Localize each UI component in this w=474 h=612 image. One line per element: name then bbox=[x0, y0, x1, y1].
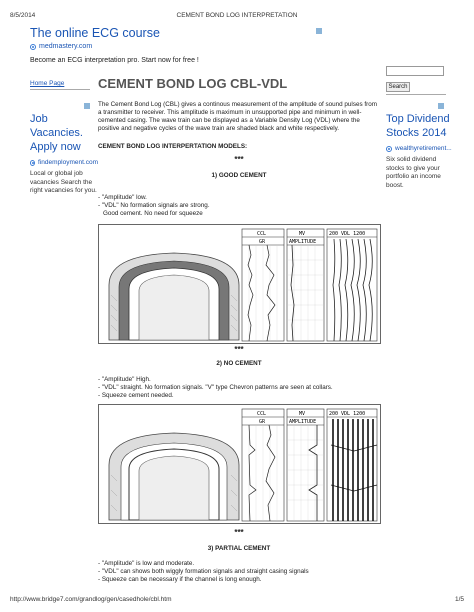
left-side-ad[interactable] bbox=[30, 112, 98, 196]
ccl-label: CCL bbox=[257, 231, 267, 237]
home-page-link[interactable]: Home Page bbox=[30, 80, 65, 87]
top-ad-title[interactable]: The online ECG course bbox=[30, 26, 160, 40]
section-separator: *** bbox=[234, 345, 244, 354]
bullet: Good cement. No need for squeeze bbox=[103, 210, 203, 217]
top-ad-banner[interactable] bbox=[30, 22, 326, 68]
wellbore-schematic bbox=[109, 433, 239, 520]
section-separator: *** bbox=[234, 528, 244, 537]
print-page-title: CEMENT BOND LOG INTERPRETATION bbox=[176, 12, 298, 19]
bullet: - "VDL" straight. No formation signals. "V" type Chevron patterns are seen at collars. bbox=[98, 384, 333, 391]
section-bullets-no-cement bbox=[98, 376, 380, 400]
right-side-ad[interactable] bbox=[386, 112, 454, 190]
left-ad-title[interactable]: Job Vacancies. Apply now bbox=[30, 113, 83, 153]
wellbore-schematic bbox=[109, 253, 239, 340]
section-title-partial-cement: 3) PARTIAL CEMENT bbox=[207, 545, 271, 552]
print-header bbox=[0, 0, 474, 22]
print-date: 8/5/2014 bbox=[10, 12, 36, 19]
gr-label: GR bbox=[259, 239, 266, 245]
search-input[interactable] bbox=[386, 66, 444, 76]
print-url: http://www.bridge7.com/grandlog/gen/casedhole/cbl.htm bbox=[10, 596, 172, 603]
section-title-good-cement: 1) GOOD CEMENT bbox=[211, 172, 267, 179]
vdl-label: 200 VDL 1200 bbox=[329, 231, 366, 237]
divider bbox=[30, 89, 90, 90]
divider bbox=[386, 94, 446, 95]
log-figure-no-cement bbox=[98, 404, 381, 524]
top-ad-description: Become an ECG interpretation pro. Start now for free ! bbox=[30, 57, 199, 64]
article-intro: The Cement Bond Log (CBL) gives a continous measurement of the amplitude of sound pulses from a transmitter to receiver. This amplitude is maximum in unsupported pipe and minimum in well-cemented casing. The wave train can be displayed as a Variable Density Log (VDL) where the positive and negative cycles of the wave train are shaded black and white respectively. bbox=[98, 101, 377, 132]
left-ad-description: Local or global job vacancies Search the right vacancies for you. bbox=[30, 170, 97, 194]
mv-label: MV bbox=[299, 411, 306, 417]
ad-link-icon bbox=[30, 44, 36, 50]
right-ad-title[interactable]: Top Dividend Stocks 2014 bbox=[386, 113, 450, 139]
bullet: - "Amplitude" low. bbox=[98, 194, 147, 201]
section-bullets-partial-cement bbox=[98, 560, 380, 584]
adchoices-icon[interactable] bbox=[438, 103, 444, 109]
section-bullets-good-cement bbox=[98, 194, 380, 218]
top-ad-domain-text[interactable]: medmastery.com bbox=[39, 43, 93, 50]
ad-link-icon bbox=[386, 146, 392, 152]
models-heading: CEMENT BOND LOG INTERPERTATION MODELS: bbox=[98, 143, 248, 150]
right-ad-description: Six solid dividend stocks to give your portfolio an income boost. bbox=[386, 156, 441, 189]
section-title-no-cement: 2) NO CEMENT bbox=[216, 360, 262, 367]
gr-label: GR bbox=[259, 419, 266, 425]
log-figure-no-cement-drawing bbox=[99, 405, 380, 523]
right-ad-domain[interactable] bbox=[386, 145, 454, 152]
left-ad-domain-text[interactable]: findemployment.com bbox=[38, 159, 98, 166]
article-title: CEMENT BOND LOG CBL-VDL bbox=[98, 76, 288, 91]
bullet: - "VDL" can shows both wiggly formation signals and straight casing signals bbox=[98, 568, 309, 575]
top-ad-domain[interactable] bbox=[30, 43, 92, 50]
section-separator: *** bbox=[234, 155, 244, 164]
bullet: - Squeeze can be necessary if the channel is long enough. bbox=[98, 576, 262, 583]
bullet: - "VDL" No formation signals are strong. bbox=[98, 202, 210, 209]
right-ad-domain-text[interactable]: wealthyretirement... bbox=[395, 145, 452, 152]
log-figure-good-cement bbox=[98, 224, 381, 344]
ccl-label: CCL bbox=[257, 411, 267, 417]
amplitude-label: AMPLITUDE bbox=[289, 419, 317, 425]
adchoices-icon[interactable] bbox=[316, 28, 322, 34]
log-figure-good-cement-drawing bbox=[99, 225, 380, 343]
print-page-number: 1/5 bbox=[454, 596, 464, 603]
search-button[interactable]: Search bbox=[386, 82, 410, 92]
bullet: - "Amplitude" is low and moderate. bbox=[98, 560, 195, 567]
vdl-label: 200 VDL 1200 bbox=[329, 411, 366, 417]
bullet: - Squeeze cement needed. bbox=[98, 392, 174, 399]
mv-label: MV bbox=[299, 231, 306, 237]
ad-link-icon bbox=[30, 160, 35, 166]
adchoices-icon[interactable] bbox=[84, 103, 90, 109]
left-ad-domain[interactable] bbox=[30, 159, 98, 166]
bullet: - "Amplitude" High. bbox=[98, 376, 151, 383]
amplitude-label: AMPLITUDE bbox=[289, 239, 317, 245]
